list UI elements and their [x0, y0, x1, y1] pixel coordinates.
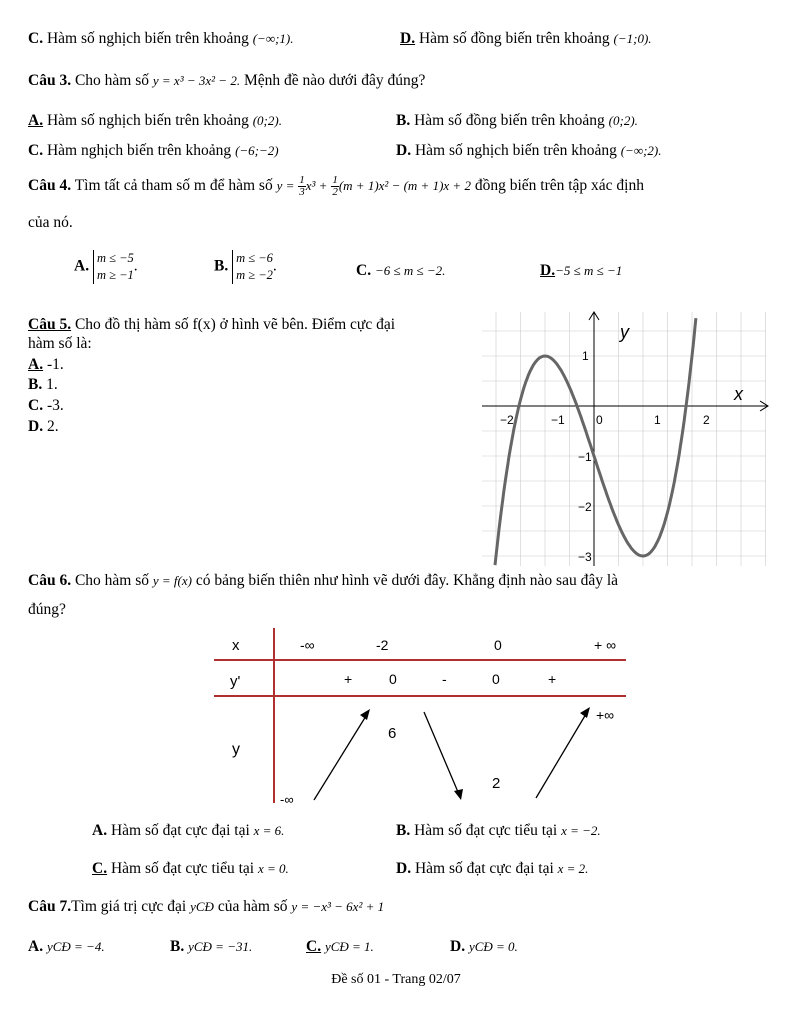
q6-option-d: D. Hàm số đạt cực đại tại x = 2.: [396, 860, 589, 877]
table-x-value: -∞: [300, 637, 315, 653]
arrow-head-icon: [454, 789, 463, 800]
q4-frac-2: $\frac{1}{2}$: [332, 174, 338, 198]
increase-arrow: [314, 716, 366, 800]
q5-option-a: A. -1.: [28, 356, 64, 373]
q6-stem-line2: đúng?: [28, 601, 66, 618]
q4-option-b: B. m ≤ −6 m ≥ −2.: [214, 251, 277, 282]
table-x-value: 0: [494, 637, 502, 653]
q3-stem: Câu 3. Cho hàm số y = x³ − 3x² − 2. Mệnh đề nào dưới đây đúng?: [28, 72, 426, 89]
q3-option-b: B. Hàm số đồng biến trên khoảng (0;2).: [396, 112, 638, 129]
table-sign: +: [344, 671, 353, 687]
q7-option-b: B. yCĐ = −31.: [170, 938, 253, 955]
y-axis-label: y: [620, 322, 629, 342]
x-axis-label: x: [734, 384, 743, 404]
decrease-arrow: [424, 712, 458, 792]
q4-frac-1: $\frac{1}{3}$: [299, 174, 305, 198]
function-curve: [495, 318, 696, 565]
table-x-value: -2: [376, 637, 389, 653]
q3-option-d: D. Hàm số nghịch biến trên khoảng (−∞;2).: [396, 142, 662, 159]
x-tick-label: −1: [551, 413, 565, 427]
q4-option-a: A. m ≤ −5 m ≥ −1.: [74, 251, 138, 282]
q5-option-d: D. 2.: [28, 418, 59, 435]
table-sign: -: [442, 671, 447, 687]
q4-stem-line2: của nó.: [28, 214, 73, 231]
q6-option-b: B. Hàm số đạt cực tiểu tại x = −2.: [396, 822, 601, 839]
x-tick-label: −2: [500, 413, 514, 427]
table-y-value: 6: [388, 725, 397, 742]
q4-option-d: D.−5 ≤ m ≤ −1: [540, 262, 623, 279]
table-y-value: -∞: [280, 792, 294, 807]
table-x-label: x: [232, 637, 240, 654]
x-tick-label: 2: [703, 413, 710, 427]
q7-option-d: D. yCĐ = 0.: [450, 938, 518, 955]
page-footer: Đề số 01 - Trang 02/07: [331, 972, 461, 987]
q5-option-c: C. -3.: [28, 397, 64, 414]
x-tick-label: 0: [596, 413, 603, 427]
table-yp-label: y': [230, 673, 241, 690]
x-tick-label: 1: [654, 413, 661, 427]
arrow-head-icon: [580, 707, 590, 718]
q3-option-c: C. Hàm nghịch biến trên khoảng (−6;−2): [28, 142, 279, 159]
q7-stem: Câu 7.Tìm giá trị cực đại yCĐ của hàm số y = −x³ − 6x² + 1: [28, 898, 385, 915]
y-tick-label: −1: [578, 450, 592, 464]
function-graph: [482, 308, 774, 570]
variation-table: [214, 628, 634, 808]
q6-option-c: C. Hàm số đạt cực tiểu tại x = 0.: [92, 860, 289, 877]
y-tick-label: −2: [578, 500, 592, 514]
table-sign: 0: [389, 671, 397, 687]
q7-option-a: A. yCĐ = −4.: [28, 938, 105, 955]
y-tick-label: 1: [582, 349, 589, 363]
y-tick-label: −3: [578, 550, 592, 564]
q2-option-d: D. Hàm số đồng biến trên khoảng (−1;0).: [400, 30, 652, 47]
q4-option-c: C. −6 ≤ m ≤ −2.: [356, 262, 446, 279]
table-y-value: +∞: [596, 707, 615, 723]
q5-option-b: B. 1.: [28, 376, 58, 393]
increase-arrow: [536, 714, 586, 798]
q5-stem: Câu 5. Cho đồ thị hàm số f(x) ở hình vẽ bên. Điểm cực đại: [28, 316, 396, 333]
q5-stem-line2: hàm số là:: [28, 335, 92, 352]
q4-stem: Câu 4. Tìm tất cả tham số m để hàm số y = $\frac{1}{3}$ x³ + $\frac{1}{2}$ (m + 1)x² − (m + 1)x + 2 đồng biến trên tập xác định: [28, 174, 644, 198]
q6-stem: Câu 6. Cho hàm số y = f(x) có bảng biến thiên như hình vẽ dưới đây. Khẳng định nào sau đây là: [28, 572, 619, 589]
q6-option-a: A. Hàm số đạt cực đại tại x = 6.: [92, 822, 285, 839]
table-sign: 0: [492, 671, 500, 687]
graph-grid: [482, 312, 766, 566]
table-y-label: y: [232, 741, 240, 758]
arrow-head-icon: [360, 709, 370, 720]
q3-option-a: A. Hàm số nghịch biến trên khoảng (0;2).: [28, 112, 282, 129]
q2-option-c: C. Hàm số nghịch biến trên khoảng (−∞;1).: [28, 30, 294, 47]
table-y-value: 2: [492, 775, 501, 792]
q7-option-c: C. yCĐ = 1.: [306, 938, 374, 955]
table-sign: +: [548, 671, 557, 687]
table-x-value: + ∞: [594, 637, 617, 653]
